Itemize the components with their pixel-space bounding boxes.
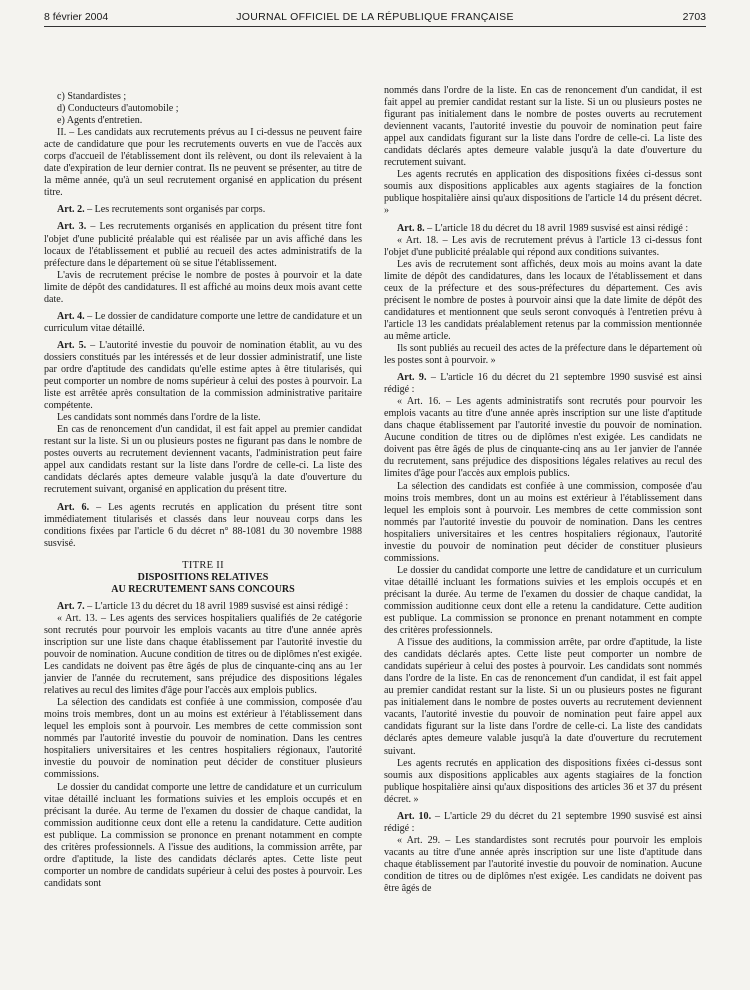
article-paragraph [384,372,702,396]
article-text: – Les recrutements sont organisés par corps. [84,204,266,216]
article-label: Art. 5. [57,339,87,351]
body-paragraph: Les agents recrutés en application des dispositions fixées ci-dessus sont soumis aux dispositions applicables aux agents stagiaires de la fonction publique hospitalière ainsi qu'aux dispositions des articles 36 et 37 du présent décret. » [384,757,702,805]
left-column [44,91,362,890]
body-paragraph: La sélection des candidats est confiée à une commission, composée d'au moins trois membres, dont un au moins est extérieur à l'établissement dans lequel les emplois sont à pourvoir. Les membres de cette commission sont nommés par l'autorité investie du pouvoir de nomination. Dans les centres hospitaliers universitaires et les centres hospitaliers régionaux, l'autorité investie du pouvoir de nomination peut décider de constituer plusieurs commissions. [384,480,702,564]
journal-title: JOURNAL OFFICIEL DE LA RÉPUBLIQUE FRANÇAISE [236,11,514,23]
body-paragraph: En cas de renoncement d'un candidat, il est fait appel au premier candidat restant sur la liste. Si un ou plusieurs postes ne figurant pas dans le nombre de postes ouverts au recrutement deviennent vacants, l'administration peut faire appel aux candidats restant sur la liste dans l'ordre de celle-ci. La liste des candidats déclarés aptes demeure valable jusqu'à la date d'ouverture du recrutement suivant, organisé en application du présent titre. [44,424,362,496]
article-paragraph [44,221,362,269]
article-text: – L'article 13 du décret du 18 avril 1989 susvisé est ainsi rédigé : [84,600,349,612]
body-paragraph: « Art. 16. – Les agents administratifs sont recrutés pour pourvoir les emplois vacants au titre d'une année après inscription sur une liste d'aptitude dans chaque établissement par l'autorité investie du pouvoir de nomination. Aucune condition de titres ou de diplômes n'est exigée. Les candidats ne doivent pas être âgés de plus de cinquante-cinq ans au 1er janvier de l'année du recrutement, sans préjudice des dispositions légales relatives au recul des limites d'âge pour l'accès aux emplois publics. [384,396,702,480]
section-heading: AU RECRUTEMENT SANS CONCOURS [111,583,295,595]
article-paragraph [384,811,702,835]
article-text: – L'article 16 du décret du 21 septembre 1990 susvisé est ainsi rédigé : [384,372,702,396]
body-paragraph: « Art. 13. – Les agents des services hospitaliers qualifiés de 2e catégorie sont recrutés pour pourvoir les emplois vacants au titre d'une année après inscription sur une liste dans chaque établissement par l'autorité investie du pouvoir de nomination. Aucune condition de titres ou de diplômes n'est exigée. Les candidats ne doivent pas être âgés de plus de cinquante-cinq ans au 1er janvier de l'année du recrutement, sans préjudice des dispositions légales relatives au recul des limites d'âge pour l'accès aux emplois publics. [44,612,362,697]
article-text: – Les agents recrutés en application du présent titre sont immédiatement titularisés et classés dans leur nouveau corps dans les conditions fixées par l'article 6 du décret n° 88-1081 du 30 novembre 1988 susvisé. [44,501,362,549]
list-item: c) Standardistes ; [57,91,127,102]
body-paragraph: A l'issue des auditions, la commission arrête, par ordre d'aptitude, la liste des candidats déclarés aptes. Cette liste peut comporter un nombre de candidats supérieur à celui des postes à pourvoir. Les candidats sont nommés dans l'ordre de la liste. En cas de renoncement d'un candidat, il est fait appel au premier candidat restant sur la liste. Si un ou plusieurs postes ne figurant pas initialement dans le nombre de postes ouverts au recrutement deviennent vacants, l'autorité investie du pouvoir de nomination peut faire appel aux candidats figurant sur la liste dans l'ordre de celle-ci. La liste des candidats déclarés aptes demeure valable jusqu'à la date d'ouverture du recrutement suivant. [384,637,702,757]
article-paragraph [44,601,362,613]
article-label: Art. 9. [397,372,427,384]
article-paragraph [44,502,362,550]
article-label: Art. 3. [57,221,87,233]
section-title: TITRE II [182,559,224,571]
article-text: – L'article 29 du décret du 21 septembre 1990 susvisé est ainsi rédigé : [384,810,702,834]
article-label: Art. 7. [57,600,85,612]
article-text: – L'autorité investie du pouvoir de nomination établit, au vu des dossiers constitués par les intéressés et de leur dossier administratif, une liste par ordre d'aptitude des candidats qu'elle estime aptes à être titularisés, qui peut comporter un nombre de noms supérieur à celui des postes à pourvoir. La liste est arrêtée après consultation de la commission administrative paritaire compétente. [44,339,363,412]
article-label: Art. 8. [397,222,425,234]
article-paragraph [44,311,362,335]
article-text: – L'article 18 du décret du 18 avril 1989 susvisé est ainsi rédigé : [424,222,689,234]
body-paragraph: Ils sont publiés au recueil des actes de la préfecture dans le département où les postes sont à pourvoir. » [384,342,702,367]
header-rule [44,26,706,27]
article-label: Art. 6. [57,501,90,513]
list-item: d) Conducteurs d'automobile ; [57,103,179,115]
body-paragraph: II. – Les candidats aux recrutements prévus au I ci-dessus ne peuvent faire acte de candidature que pour les recrutements ouverts en vue de l'accès aux corps d'accueil de l'établissement dont ils relèvent, ou dont ils relevaient à la date d'expiration de leur dernier contrat. Ils ne peuvent se présenter, au titre de la même année, qu'à un seul recrutement organisé en application du présent titre. [44,127,362,199]
article-paragraph [44,340,362,412]
body-paragraph: L'avis de recrutement précise le nombre de postes à pourvoir et la date limite de dépôt des candidatures. Il est affiché au moins deux mois avant cette date. [44,269,362,305]
section-heading: DISPOSITIONS RELATIVES [137,571,269,583]
body-paragraph: Le dossier du candidat comporte une lettre de candidature et un curriculum vitae détaillé incluant les formations suivies et les emplois occupés et en précisant la durée. Au terme de l'examen du dossier de chaque candidat, la commission auditionne ceux dont elle a retenu la candidature. Cette audition est publique. La commission se prononce en prenant notamment en compte des critères professionnels. [384,564,702,637]
article-label: Art. 10. [397,810,432,822]
article-paragraph [44,204,362,216]
body-paragraph: Les candidats sont nommés dans l'ordre de la liste. [57,412,261,424]
body-paragraph: « Art. 18. – Les avis de recrutement prévus à l'article 13 ci-dessus font l'objet d'une publicité préalable qui répond aux conditions suivantes. [384,234,702,258]
body-paragraph: La sélection des candidats est confiée à une commission, composée d'au moins trois membres, dont un au moins est extérieur à l'établissement dans lequel les emplois sont à pourvoir. Les membres de cette commission sont nommés par l'autorité investie du pouvoir de nomination. Dans les centres hospitaliers universitaires et les centres hospitaliers régionaux, l'autorité investie du pouvoir de nomination peut décider de constituer plusieurs commissions. [44,697,362,781]
issue-date: 8 février 2004 [44,11,109,23]
continued-paragraph: nommés dans l'ordre de la liste. En cas de renoncement d'un candidat, il est fait appel au premier candidat restant sur la liste. Si un ou plusieurs postes ne figurant pas initialement dans le nombre de postes ouverts au recrutement deviennent vacants, l'autorité investie du pouvoir de nomination peut faire appel aux candidats figurant sur la liste dans l'ordre de celle-ci. La liste des candidats déclarés aptes demeure valable jusqu'à la date d'ouverture du recrutement suivant. [384,85,702,169]
page-number: 2703 [682,11,706,23]
page-header [44,5,706,25]
body-paragraph: Les avis de recrutement sont affichés, deux mois au moins avant la date limite de dépôt des candidatures, dans les locaux de l'établissement et dans ceux de la préfecture et des sous-préfectures du département. Ces avis précisent le nombre de postes à pourvoir ainsi que la date limite de dépôt des candidatures et mentionnent que seuls seront convoqués à l'entretien prévu à l'article 13 les candidats préalablement retenus par la commission mentionnée au même article. [384,258,702,342]
right-column [384,85,702,895]
body-paragraph: Le dossier du candidat comporte une lettre de candidature et un curriculum vitae détaillé incluant les formations suivies et les emplois occupés et en précisant la durée. Au terme de l'examen du dossier de chaque candidat, la commission auditionne ceux dont elle a retenu la candidature. Cette audition est publique. La commission se prononce en prenant notamment en compte des critères professionnels. A l'issue des auditions, la commission arrête, par ordre d'aptitude, la liste des candidats déclarés aptes. Cette liste peut comporter un nombre de candidats supérieur à celui des postes à pourvoir. Les candidats sont [44,781,362,889]
article-label: Art. 2. [57,204,85,216]
article-text: – Les recrutements organisés en application du présent titre font l'objet d'une publicité préalable qui est réalisée par un avis affiché dans les locaux de l'établissement et publié au recueil des actes administratifs de la préfecture dans le département où se situe l'établissement. [44,221,362,269]
article-paragraph [384,223,702,235]
article-text: – Le dossier de candidature comporte une lettre de candidature et un curriculum vitae détaillé. [44,310,363,334]
article-label: Art. 4. [57,310,85,322]
body-paragraph: « Art. 29. – Les standardistes sont recrutés pour pourvoir les emplois vacants au titre d'une année après inscription sur une liste d'aptitude dans chaque établissement par l'autorité investie du pouvoir de nomination. Aucune condition de titres ou de diplômes n'est exigée. Les candidats ne doivent pas être âgés de [384,834,702,895]
body-paragraph: Les agents recrutés en application des dispositions fixées ci-dessus sont soumis aux dispositions applicables aux agents stagiaires de la fonction publique hospitalière ainsi qu'aux dispositions de l'article 14 du présent décret. » [384,169,702,217]
list-item: e) Agents d'entretien. [57,115,143,127]
